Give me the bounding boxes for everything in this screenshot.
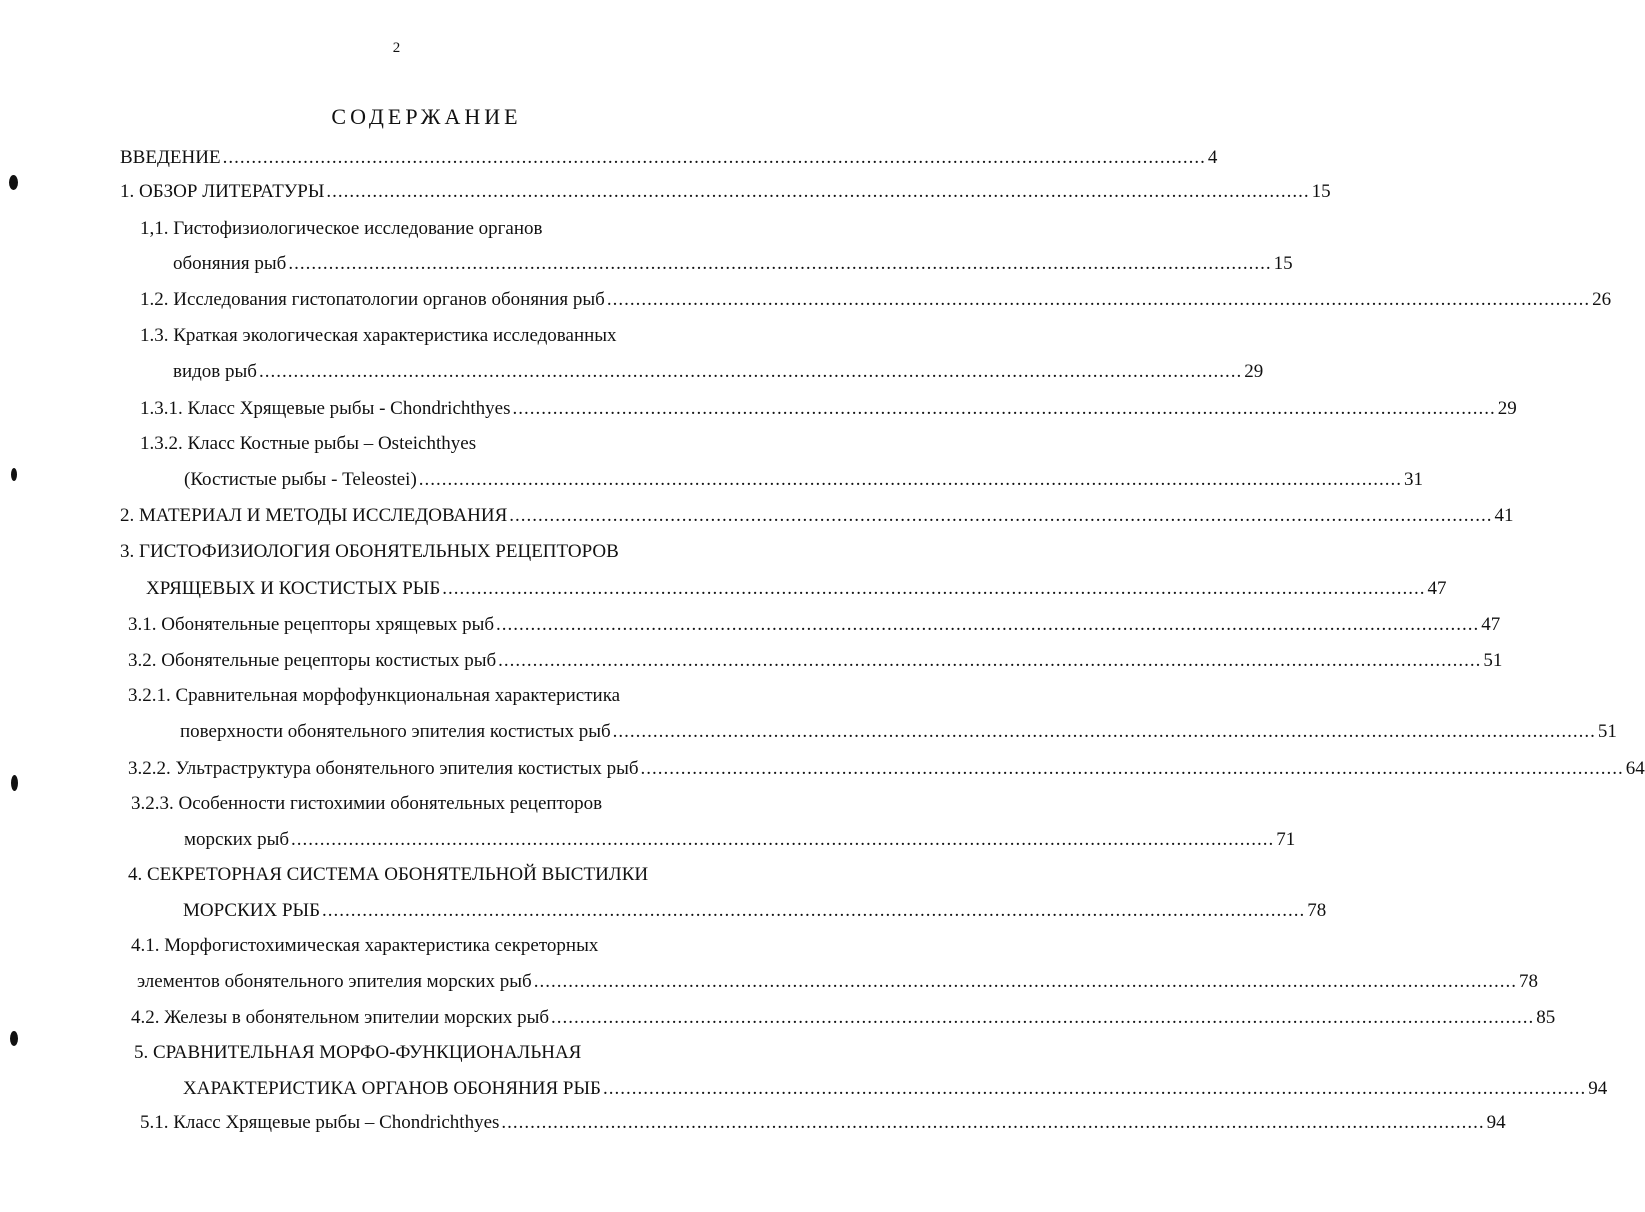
- toc-entry: [183, 898, 1327, 924]
- dot-leader: ...........................................................................................................................................................................: [640, 758, 1624, 779]
- toc-entry-page: 4: [1207, 147, 1218, 168]
- toc-entry-page: 29: [1244, 361, 1264, 382]
- dot-leader: ...........................................................................................................................................................................: [258, 361, 1243, 382]
- toc-entry-text: ХРЯЩЕВЫХ И КОСТИСТЫХ РЫБ: [146, 578, 441, 599]
- dot-leader: ...........................................................................................................................................................................: [322, 900, 1306, 921]
- toc-entry-page: 94: [1486, 1112, 1506, 1133]
- toc-entry-text: 3.2.3. Особенности гистохимии обонятельных рецепторов: [131, 793, 603, 814]
- toc-entry-page: 85: [1536, 1007, 1556, 1028]
- toc-entry-text: 4.1. Морфогистохимическая характеристика секреторных: [131, 935, 599, 956]
- toc-entry-text: МОРСКИХ РЫБ: [183, 900, 320, 921]
- dot-leader: ...........................................................................................................................................................................: [606, 289, 1591, 310]
- toc-entry: [128, 756, 1645, 782]
- toc-entry: [120, 539, 710, 565]
- dot-leader: ...........................................................................................................................................................................: [551, 1007, 1535, 1028]
- dot-leader: ...........................................................................................................................................................................: [602, 1078, 1587, 1099]
- toc-entry-page: 15: [1273, 253, 1293, 274]
- toc-entry-page: 47: [1427, 578, 1447, 599]
- scan-mark: [9, 175, 18, 190]
- toc-entry-text: 1.3.1. Класс Хрящевые рыбы - Chondrichthyes: [140, 398, 511, 419]
- toc-entry-text: 3.1. Обонятельные рецепторы хрящевых рыб: [128, 614, 495, 635]
- toc-entry: [120, 503, 1514, 529]
- dot-leader: ...........................................................................................................................................................................: [326, 181, 1310, 202]
- toc-entry-page: 41: [1494, 505, 1514, 526]
- toc-entry: [140, 431, 710, 457]
- toc-entry-page: 71: [1276, 829, 1296, 850]
- toc-entry: [131, 791, 710, 817]
- dot-leader: ...........................................................................................................................................................................: [512, 398, 1496, 419]
- dot-leader: ...........................................................................................................................................................................: [442, 578, 1426, 599]
- toc-entry-text: 1,1. Гистофизиологическое исследование органов: [140, 218, 543, 239]
- toc-entry: [184, 827, 1296, 853]
- toc-entry: [183, 1076, 1608, 1102]
- toc-entry-text: 1.3. Краткая экологическая характеристика исследованных: [140, 325, 617, 346]
- toc-entry-text: 5.1. Класс Хрящевые рыбы – Chondrichthyes: [140, 1112, 500, 1133]
- toc-entry-text: 1. ОБЗОР ЛИТЕРАТУРЫ: [120, 181, 325, 202]
- toc-entry-page: 78: [1307, 900, 1327, 921]
- toc-entry-text: морских рыб: [184, 829, 290, 850]
- toc-entry-text: 3.2. Обонятельные рецепторы костистых рыб: [128, 650, 497, 671]
- toc-entry-text: 3. ГИСТОФИЗИОЛОГИЯ ОБОНЯТЕЛЬНЫХ РЕЦЕПТОРОВ: [120, 541, 619, 562]
- toc-entry-text: 1.2. Исследования гистопатологии органов обоняния рыб: [140, 289, 605, 310]
- toc-entry: [131, 1005, 1556, 1031]
- toc-entry-page: 26: [1592, 289, 1612, 310]
- toc-entry: [140, 287, 1612, 313]
- toc-entry-text: 4.2. Железы в обонятельном эпителии морских рыб: [131, 1007, 549, 1028]
- toc-entry: [140, 1110, 1506, 1136]
- toc-entry-text: 1.3.2. Класс Костные рыбы – Osteichthyes: [140, 433, 477, 454]
- toc-entry-text: (Костистые рыбы - Teleostei): [184, 469, 417, 490]
- toc-entry-page: 31: [1404, 469, 1424, 490]
- dot-leader: ...........................................................................................................................................................................: [501, 1112, 1485, 1133]
- toc-entry-text: обоняния рыб: [173, 253, 287, 274]
- toc-entry-text: ХАРАКТЕРИСТИКА ОРГАНОВ ОБОНЯНИЯ РЫБ: [183, 1078, 601, 1099]
- dot-leader: ...........................................................................................................................................................................: [496, 614, 1480, 635]
- toc-entry: [137, 969, 1538, 995]
- dot-leader: ...........................................................................................................................................................................: [291, 829, 1275, 850]
- scan-mark: [11, 775, 18, 791]
- dot-leader: ...........................................................................................................................................................................: [222, 147, 1206, 168]
- toc-entry: [120, 145, 1218, 171]
- page-title: СОДЕРЖАНИЕ: [331, 104, 522, 129]
- toc-entry: [131, 933, 710, 959]
- dot-leader: ...........................................................................................................................................................................: [533, 971, 1517, 992]
- toc-entry-page: 51: [1483, 650, 1503, 671]
- toc-entry-text: 3.2.1. Сравнительная морфофункциональная характеристика: [128, 685, 621, 706]
- dot-leader: ...........................................................................................................................................................................: [509, 505, 1493, 526]
- page-number: 2: [392, 40, 401, 56]
- toc-entry: [128, 683, 710, 709]
- toc-entry-text: 4. СЕКРЕТОРНАЯ СИСТЕМА ОБОНЯТЕЛЬНОЙ ВЫСТИЛКИ: [128, 864, 649, 885]
- toc-entry-text: видов рыб: [173, 361, 257, 382]
- toc-entry-text: 3.2.2. Ультраструктура обонятельного эпителия костистых рыб: [128, 758, 639, 779]
- toc-entry-page: 51: [1597, 721, 1617, 742]
- toc-entry: [128, 648, 1503, 674]
- toc-entry-page: 29: [1497, 398, 1517, 419]
- toc-entry: [173, 359, 1264, 385]
- toc-entry-page: 47: [1481, 614, 1501, 635]
- toc-entry: [128, 612, 1501, 638]
- scan-mark: [11, 468, 17, 481]
- toc-entry: [180, 719, 1617, 745]
- toc-entry: [184, 467, 1424, 493]
- toc-entry-text: ВВЕДЕНИЕ: [120, 147, 221, 168]
- toc-entry: [140, 396, 1517, 422]
- toc-entry-text: 2. МАТЕРИАЛ И МЕТОДЫ ИССЛЕДОВАНИЯ: [120, 505, 508, 526]
- dot-leader: ...........................................................................................................................................................................: [498, 650, 1482, 671]
- dot-leader: ...........................................................................................................................................................................: [612, 721, 1596, 742]
- toc-entry-page: 15: [1311, 181, 1331, 202]
- toc-entry: [134, 1040, 710, 1066]
- toc-entry-text: 5. СРАВНИТЕЛЬНАЯ МОРФО-ФУНКЦИОНАЛЬНАЯ: [134, 1042, 582, 1063]
- toc-entry: [140, 216, 710, 242]
- toc-entry-page: 64: [1625, 758, 1645, 779]
- toc-entry: [173, 251, 1293, 277]
- scan-mark: [10, 1031, 18, 1046]
- toc-entry: [146, 576, 1447, 602]
- toc-entry: [128, 862, 710, 888]
- dot-leader: ...........................................................................................................................................................................: [288, 253, 1272, 274]
- toc-entry: [140, 323, 710, 349]
- toc-entry: [120, 179, 1331, 205]
- toc-entry-page: 78: [1518, 971, 1538, 992]
- toc-entry-page: 94: [1588, 1078, 1608, 1099]
- toc-entry-text: элементов обонятельного эпителия морских рыб: [137, 971, 532, 992]
- dot-leader: ...........................................................................................................................................................................: [418, 469, 1403, 490]
- toc-entry-text: поверхности обонятельного эпителия костистых рыб: [180, 721, 611, 742]
